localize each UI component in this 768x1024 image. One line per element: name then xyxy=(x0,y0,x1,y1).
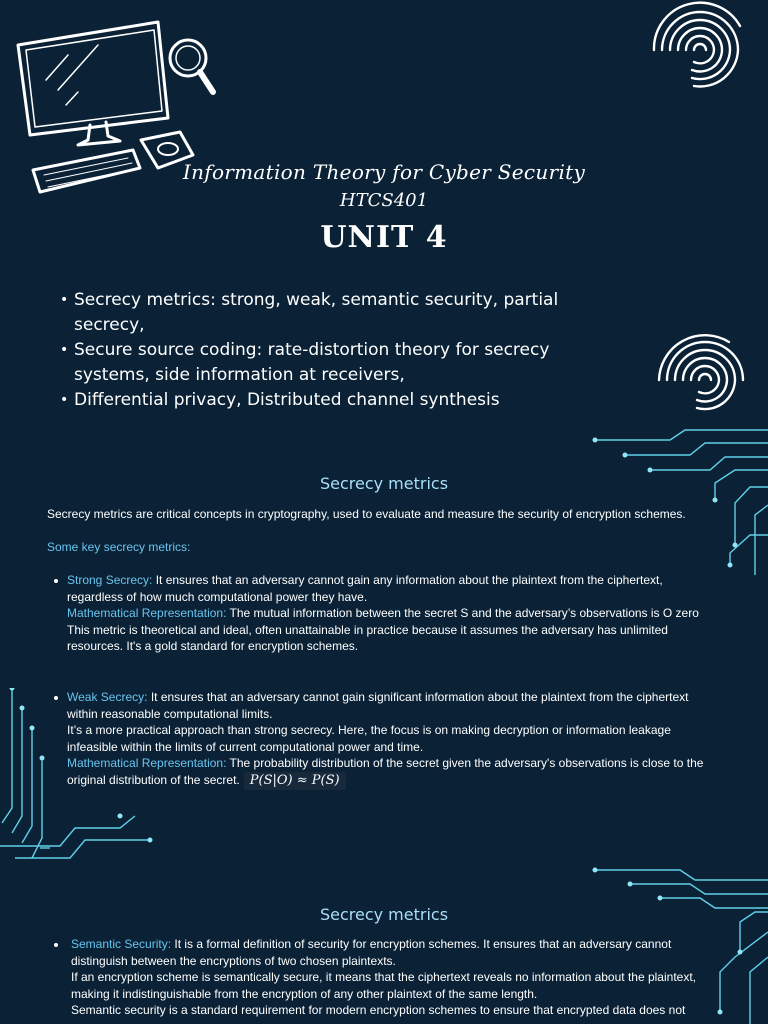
formula: P(S|O) ≈ P(S) xyxy=(244,772,346,791)
unit-title: UNIT 4 xyxy=(320,220,448,255)
note-text: Semantic security is a standard requirement for modern encryption schemes to ensure that encrypted data does not xyxy=(71,1003,686,1017)
math-label: Mathematical Representation: xyxy=(67,756,227,770)
list-item-strong-secrecy xyxy=(67,572,717,655)
term-text: It is a formal definition of security for encryption schemes. It ensures that an adversary cannot distinguish between the encryptions of two chosen plaintexts. xyxy=(71,937,672,968)
term-text: It ensures that an adversary cannot gain significant information about the plaintext from the ciphertext within reasonable computational limits. xyxy=(67,690,689,721)
list-item-semantic-security xyxy=(71,936,711,1019)
metric-list xyxy=(67,572,717,655)
math-text: The mutual information between the secret S and the adversary’s observations is O zero xyxy=(226,606,699,620)
fingerprint-icon xyxy=(645,322,755,432)
course-code: HTCS401 xyxy=(339,190,429,211)
term-label: Weak Secrecy: xyxy=(67,690,148,704)
bullet-icon xyxy=(54,579,58,583)
intro-paragraph: Secrecy metrics are critical concepts in cryptography, used to evaluate and measure the security of encryption schemes. xyxy=(47,507,686,521)
term-text: It ensures that an adversary cannot gain any information about the plaintext from the ciphertext, regardless of how much computational power they have. xyxy=(67,573,663,604)
list-item-weak-secrecy xyxy=(67,689,717,790)
term-label: Semantic Security: xyxy=(71,937,172,951)
math-label: Mathematical Representation: xyxy=(67,606,227,620)
note-text: This metric is theoretical and ideal, often unattainable in practice because it assumes the adversary has unlimited resources. It's a gold standard for encryption schemes. xyxy=(67,622,668,653)
bullet-icon xyxy=(54,943,58,947)
section-heading: Secrecy metrics xyxy=(319,474,449,493)
fingerprint-icon xyxy=(645,0,755,100)
note-text: It’s a more practical approach than strong secrecy. Here, the focus is on making decryption or information leakage infeasible within the limits of current computational power and time. xyxy=(67,723,671,754)
note-text: If an encryption scheme is semantically secure, it means that the ciphertext reveals no information about the plaintext, making it indistinguishable from the encryption of any other plaintext of the same length. xyxy=(71,970,696,1001)
topics-list xyxy=(60,288,580,413)
topic-item: • Secure source coding: rate-distortion theory for secrecy systems, side information at receivers, xyxy=(60,338,580,388)
subheading: Some key secrecy metrics: xyxy=(47,540,191,554)
circuit-decoration-right-top xyxy=(590,425,768,575)
term-label: Strong Secrecy: xyxy=(67,573,153,587)
topic-item: • Differential privacy, Distributed channel synthesis xyxy=(60,388,580,413)
math-text: The probability distribution of the secret given the adversary's observations is close to the original distribution of the secret. xyxy=(67,756,704,787)
topic-item: • Secrecy metrics: strong, weak, semantic security, partial secrecy, xyxy=(60,288,580,338)
metric-list xyxy=(67,689,717,790)
section-heading: Secrecy metrics xyxy=(319,905,449,924)
bullet-icon xyxy=(54,696,58,700)
metric-list xyxy=(71,936,711,1019)
page-title: Information Theory for Cyber Security xyxy=(182,160,586,184)
